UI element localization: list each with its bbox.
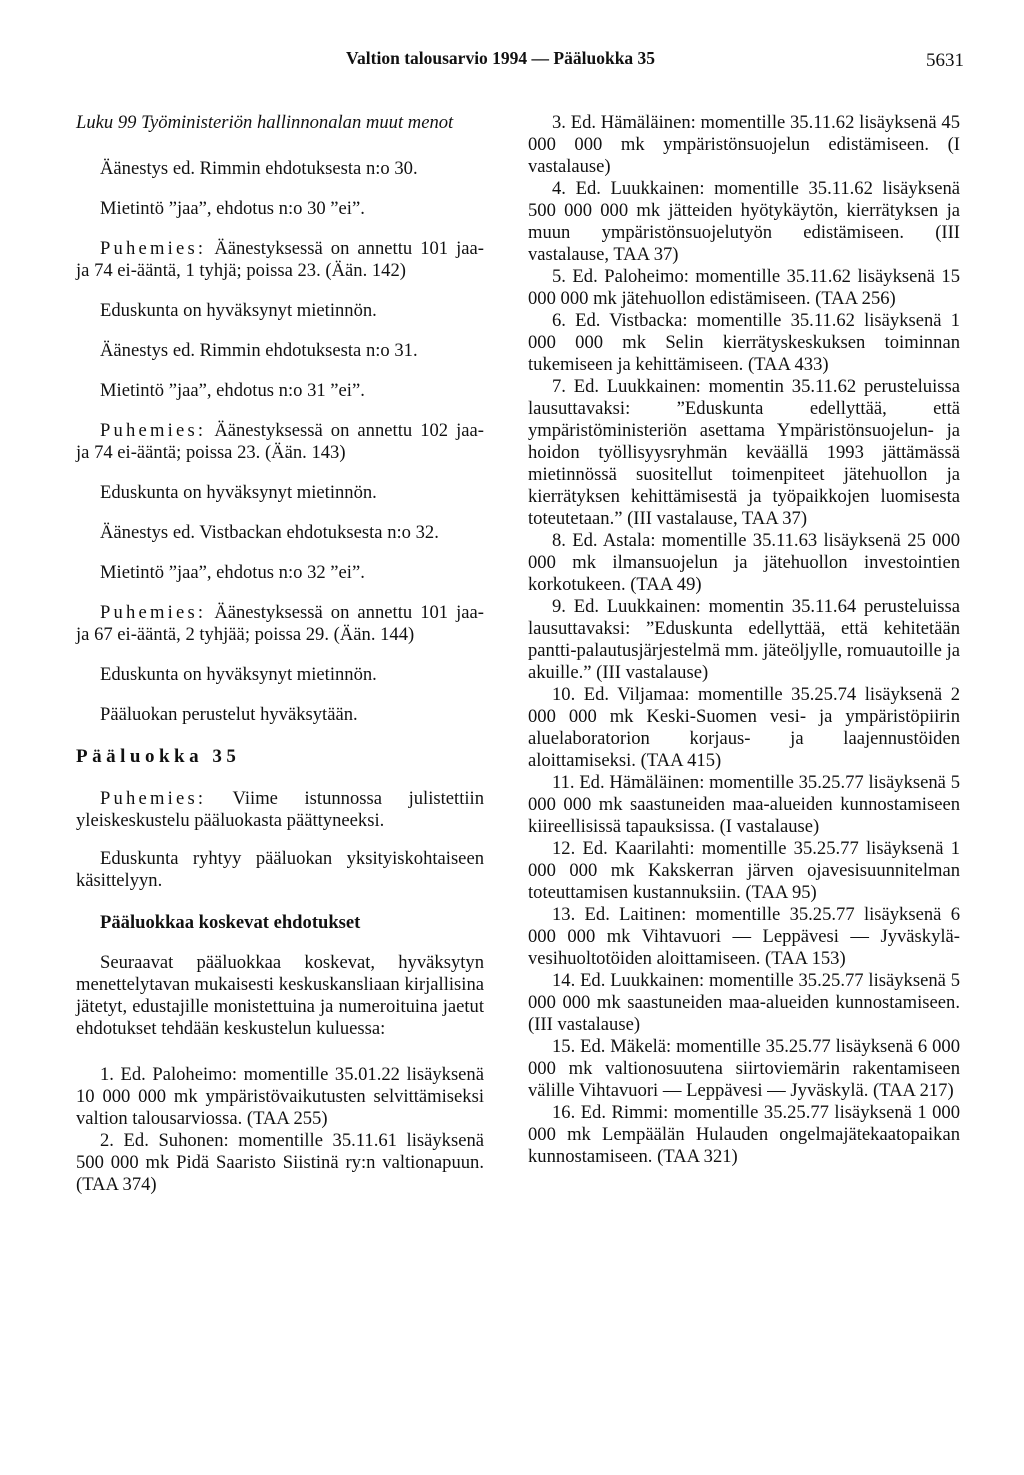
proposal-item: 10. Ed. Viljamaa: momentille 35.25.74 lisäyksenä 2 000 000 mk Keski-Suomen vesi- ja ympäristöpiirin aluelaboratorion korjaus- ja laajennustöiden aloittamiseksi. (TAA 415) bbox=[528, 684, 960, 771]
vote-intro: Äänestys ed. Rimmin ehdotuksesta n:o 31. bbox=[100, 340, 418, 361]
proceeds-text: Eduskunta ryhtyy pääluokan yksityiskohtaiseen käsittelyyn. bbox=[76, 848, 484, 891]
proposal-item: 3. Ed. Hämäläinen: momentille 35.11.62 lisäyksenä 45 000 000 mk ympäristönsuojelun edistämiseen. (I vastalause) bbox=[528, 112, 960, 177]
vote-decision: Eduskunta on hyväksynyt mietinnön. bbox=[100, 664, 377, 685]
proposals-intro: Seuraavat pääluokkaa koskevat, hyväksytyn menettelytavan mukaisesti keskuskansliaan kirjallisina jätetyt, edustajille monistettuina ja numeroituina jaetut ehdotukset tehdään keskustelun kuluessa: bbox=[76, 952, 484, 1039]
vote-result-text: Äänestyksessä on annettu 101 jaa- ja 74 ei-ääntä, 1 tyhjä; poissa 23. (Ään. 142) bbox=[76, 238, 484, 281]
proposal-item: 5. Ed. Paloheimo: momentille 35.11.62 lisäyksenä 15 000 000 mk jätehuollon edistämiseen. (TAA 256) bbox=[528, 266, 960, 309]
section-heading: Pääluokka 35 bbox=[76, 746, 241, 767]
proposal-item: 6. Ed. Vistbacka: momentille 35.11.62 lisäyksenä 1 000 000 mk Selin kierrätyskeskuksen toiminnan tukemiseen ja kehittämiseen. (TAA 433) bbox=[528, 310, 960, 375]
right-column bbox=[528, 112, 960, 1168]
vote-intro: Äänestys ed. Rimmin ehdotuksesta n:o 30. bbox=[100, 158, 418, 179]
speaker-label: Puhemies: bbox=[100, 238, 207, 259]
speaker-statement-text: Viime istunnossa julistettiin yleiskeskustelu pääluokasta päättyneeksi. bbox=[76, 788, 484, 831]
speaker-label: Puhemies: bbox=[100, 602, 207, 623]
proposal-item: 7. Ed. Luukkainen: momentin 35.11.62 perusteluissa lausuttavaksi: ”Eduskunta edellyttää, että ympäristöministeriön asettama Ympäristönsuojelun- ja hoidon työllisyysryhmän keväällä 1993 jättämässä mietinnössä suositellut toimenpiteet jätehuollon ja kierrätyksen kehittämisestä ja työpaikkojen luomisesta toteutetaan.” (III vastalause, TAA 37) bbox=[528, 376, 960, 529]
proposal-item: 16. Ed. Rimmi: momentille 35.25.77 lisäyksenä 1 000 000 mk Lempäälän Hulauden ongelmajätekaatopaikan kunnostamiseen. (TAA 321) bbox=[528, 1102, 960, 1167]
proposal-item: 11. Ed. Hämäläinen: momentille 35.25.77 lisäyksenä 5 000 000 mk saastuneiden maa-alueiden kunnostamiseen kiireellisissä tapauksissa. (I vastalause) bbox=[528, 772, 960, 837]
left-column bbox=[76, 112, 484, 1196]
proposal-item: 12. Ed. Kaarilahti: momentille 35.25.77 lisäyksenä 1 000 000 mk Kakskerran järven ojavesisuunnitelman toteuttamisen kustannuksiin. (TAA 95) bbox=[528, 838, 960, 903]
vote-result bbox=[76, 238, 484, 282]
running-title: Valtion talousarvio 1994 — Pääluokka 35 bbox=[346, 48, 656, 68]
proposal-item: 13. Ed. Laitinen: momentille 35.25.77 lisäyksenä 6 000 000 mk Vihtavuori — Leppävesi — Jyväskylä-vesihuoltotöiden aloittamiseen. (TAA 153) bbox=[528, 904, 960, 969]
vote-report: Mietintö ”jaa”, ehdotus n:o 31 ”ei”. bbox=[100, 380, 365, 401]
vote-result bbox=[76, 602, 484, 646]
proposal-item: 4. Ed. Luukkainen: momentille 35.11.62 lisäyksenä 500 000 000 mk jätteiden hyötykäytön, kierrätyksen ja muun ympäristönsuojelutyön edistämiseen. (III vastalause, TAA 37) bbox=[528, 178, 960, 265]
proposal-item: 2. Ed. Suhonen: momentille 35.11.61 lisäyksenä 500 000 mk Pidä Saaristo Siistinä ry:n valtionapuun. (TAA 374) bbox=[76, 1130, 484, 1195]
proposal-item: 15. Ed. Mäkelä: momentille 35.25.77 lisäyksenä 6 000 000 mk valtionosuutena siirtoviemärin rakentamiseen välille Vihtavuori — Leppävesi — Jyväskylä. (TAA 217) bbox=[528, 1036, 960, 1101]
page-number: 5631 bbox=[926, 50, 964, 71]
speaker-label: Puhemies: bbox=[100, 420, 207, 441]
vote-result-text: Äänestyksessä on annettu 102 jaa- ja 74 ei-ääntä; poissa 23. (Ään. 143) bbox=[76, 420, 484, 463]
vote-report: Mietintö ”jaa”, ehdotus n:o 32 ”ei”. bbox=[100, 562, 365, 583]
vote-report: Mietintö ”jaa”, ehdotus n:o 30 ”ei”. bbox=[100, 198, 365, 219]
proposal-item: 14. Ed. Luukkainen: momentille 35.25.77 lisäyksenä 5 000 000 mk saastuneiden maa-alueiden kunnostamiseen. (III vastalause) bbox=[528, 970, 960, 1035]
proposal-item: 8. Ed. Astala: momentille 35.11.63 lisäyksenä 25 000 000 mk ilmansuojelun ja jätehuollon investointien korkotukeen. (TAA 49) bbox=[528, 530, 960, 595]
vote-result bbox=[76, 420, 484, 464]
proposal-item: 1. Ed. Paloheimo: momentille 35.01.22 lisäyksenä 10 000 000 mk ympäristövaikutusten selvittämiseksi valtion talousarviossa. (TAA 255) bbox=[76, 1064, 484, 1129]
page-header bbox=[0, 48, 1024, 78]
vote-result-text: Äänestyksessä on annettu 101 jaa- ja 67 ei-ääntä, 2 tyhjää; poissa 29. (Ään. 144) bbox=[76, 602, 484, 645]
proposal-item: 9. Ed. Luukkainen: momentin 35.11.64 perusteluissa lausuttavaksi: ”Eduskunta edellyttää, että kehitetään pantti-palautusjärjestelmä mm. jäteöljylle, romuautoille ja akuille.” (III vastalause) bbox=[528, 596, 960, 683]
speaker-label: Puhemies: bbox=[100, 788, 207, 809]
vote-intro: Äänestys ed. Vistbackan ehdotuksesta n:o 32. bbox=[100, 522, 439, 543]
vote-decision: Eduskunta on hyväksynyt mietinnön. bbox=[100, 300, 377, 321]
proposals-heading: Pääluokkaa koskevat ehdotukset bbox=[100, 912, 361, 933]
speaker-statement bbox=[76, 788, 484, 832]
chapter-title: Luku 99 Työministeriön hallinnonalan muut menot bbox=[76, 112, 454, 133]
vote-decision: Eduskunta on hyväksynyt mietinnön. bbox=[100, 482, 377, 503]
approval-text: Pääluokan perustelut hyväksytään. bbox=[100, 704, 358, 725]
